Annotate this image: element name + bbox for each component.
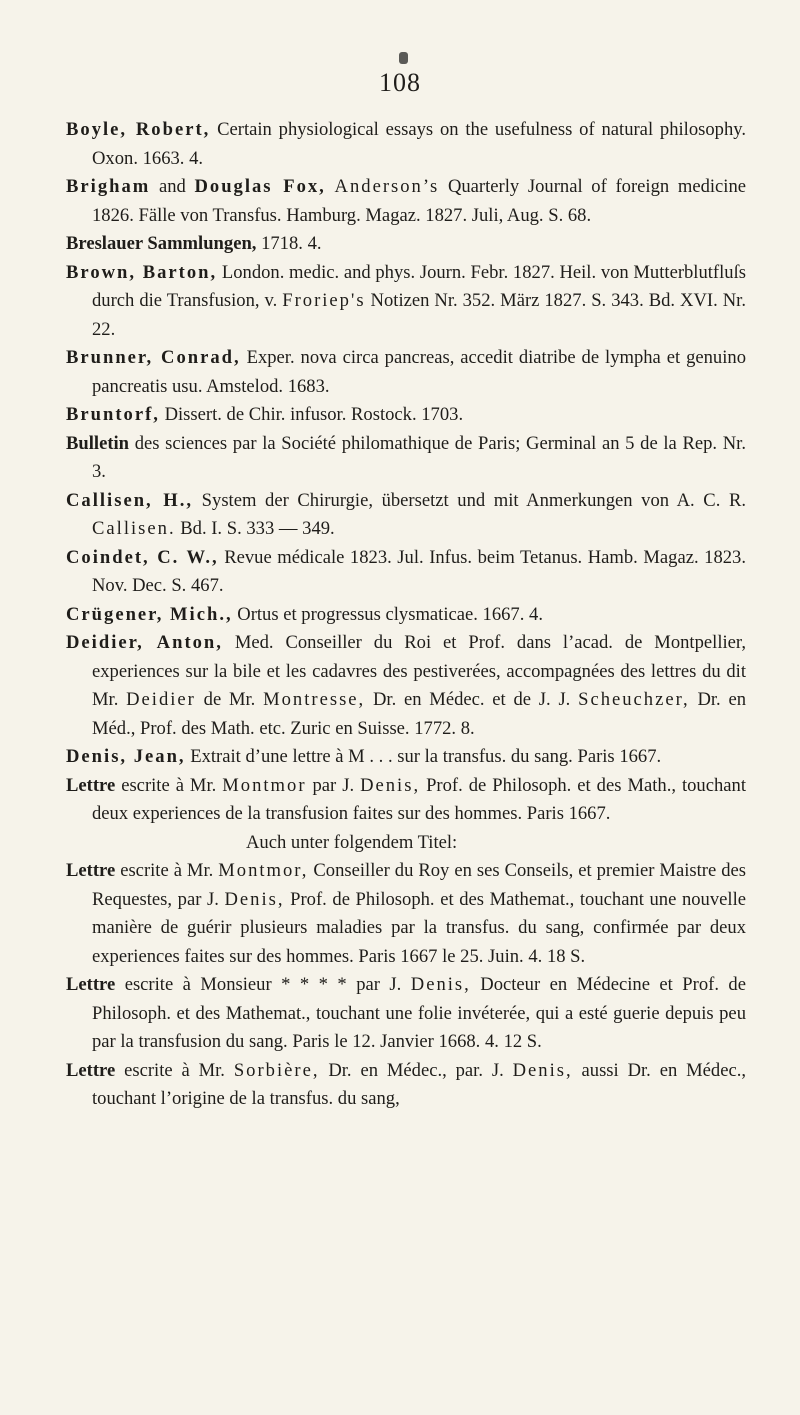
bibliography-entry [66, 344, 746, 401]
entry-text: par J. [306, 774, 361, 796]
entry-text: 1718. 4. [256, 233, 322, 254]
bibliography-entry [66, 544, 746, 601]
entry-text: Prof. de Philosoph. et des Mathemat., touchant une nouvelle manière de guérir plusieurs maladies par la transfus. du sang, confirmée par deux experiences faites sur des hommes. Paris 1667 le 25. Juin. 4. 18 S. [92, 888, 746, 967]
author-name: Anderson’s [334, 176, 440, 197]
entry-text: Docteur en Médecine et Prof. de Philosoph. et des Mathemat., touchant une folie invéterée, qui a esté guerie depuis peu par la transfusion du sang. Paris le 12. Janvier 1668. 4. 12 S. [92, 974, 746, 1052]
entry-text: Dissert. de Chir. infusor. Rostock. 1703. [159, 404, 464, 425]
entry-text: Conseiller du Roy en ses Conseils, et premier Maistre des Requestes, par J. [92, 860, 746, 910]
author-name: Coindet, C. W., [66, 546, 219, 568]
entry-text: Bd. I. S. 333 — 349. [175, 518, 335, 539]
bibliography-entry [66, 259, 746, 345]
entry-text: Med. Conseiller du Roi et Prof. dans l’acad. de Montpellier, experiences sur la bile et les cadavres des pestiverées, accompagnées des lettres du dit Mr. [92, 632, 746, 710]
entry-text: escrite à Mr. [115, 774, 223, 796]
author-name: Froriep's [282, 290, 366, 311]
page-number: 108 [379, 68, 421, 97]
entry-text: aussi Dr. en Médec., touchant l’origine de la transfus. du sang, [92, 1059, 746, 1109]
author-name: Denis, [224, 888, 285, 910]
entry-text: London. medic. and phys. Journ. Febr. 1827. Heil. von Mutterblutfluſs durch die Transfusion, v. [92, 261, 746, 311]
entry-text [326, 176, 335, 197]
author-name: Brunner, Conrad, [66, 347, 241, 368]
bibliography-entry [66, 487, 746, 544]
author-name: Brigham [66, 176, 151, 197]
entry-text: de Mr. [195, 689, 264, 710]
author-name: Bruntorf, [66, 404, 160, 425]
author-name: Montresse, [263, 689, 366, 710]
entry-text: Dr. en Médec., par. J. [319, 1059, 513, 1081]
entry-text: des sciences par la Société philomathique de Paris; Germinal an 5 de la Rep. Nr. 3. [92, 432, 746, 482]
author-name: Deidier, Anton, [66, 632, 223, 653]
author-name: Denis, [360, 774, 421, 796]
author-name: Deidier [126, 689, 196, 710]
bibliography-entry [66, 857, 746, 971]
entry-text: Certain physiological essays on the usefulness of natural philosophy. Oxon. 1663. 4. [92, 119, 747, 169]
author-name: Lettre [66, 974, 116, 995]
entry-text: Notizen Nr. 352. März 1827. S. 343. Bd. XVI. Nr. 22. [92, 290, 746, 340]
entry-text: Ortus et progressus clysmaticae. 1667. 4. [232, 603, 543, 625]
bibliography-entry [66, 116, 746, 173]
author-name: Denis, [512, 1059, 573, 1081]
bibliography-entry [66, 173, 746, 230]
author-name: Breslauer Sammlungen, [66, 233, 257, 254]
bibliography-entry [66, 401, 746, 430]
author-name: Sorbière, [233, 1059, 320, 1081]
entry-text: Revue médicale 1823. Jul. Infus. beim Tetanus. Hamb. Magaz. 1823. Nov. Dec. S. 467. [92, 546, 746, 596]
author-name: Callisen. [92, 518, 176, 539]
entry-text: escrite à Mr. [115, 1059, 234, 1081]
author-name: Bulletin [66, 432, 130, 454]
entry-text: Exper. nova circa pancreas, accedit diatribe de lympha et genuino pancreatis usu. Amstelod. 1683. [92, 347, 746, 397]
entry-text: escrite à Mr. [115, 860, 219, 881]
bibliography-list [66, 116, 746, 1114]
author-name: Scheuchzer, [578, 689, 690, 710]
author-name: Callisen, H., [66, 489, 194, 511]
page-mark [399, 52, 408, 64]
bibliography-entry [66, 230, 746, 259]
author-name: Lettre [66, 774, 116, 796]
entry-text: escrite à Monsieur * * * * par J. [115, 974, 411, 995]
author-name: Denis, Jean, [66, 746, 186, 767]
bibliography-entry [66, 1057, 746, 1114]
author-name: Montmor, [218, 860, 309, 881]
author-name: Crügener, Mich., [66, 603, 233, 625]
bibliography-entry [66, 971, 746, 1057]
author-name: Boyle, Robert, [66, 119, 211, 140]
author-name: Montmor [222, 774, 307, 796]
entry-text: Prof. de Philosoph. et des Math., touchant deux experiences de la transfusion faites sur des hommes. Paris 1667. [92, 774, 746, 824]
bibliography-entry [66, 430, 746, 487]
entry-text: Dr. en Médec. et de J. J. [365, 689, 579, 710]
entry-text: Dr. en Méd., Prof. des Math. etc. Zuric en Suisse. 1772. 8. [92, 689, 747, 739]
entry-text: System der Chirurgie, übersetzt und mit Anmerkungen von A. C. R. [193, 489, 747, 511]
bibliography-entry [66, 743, 746, 772]
author-name: Douglas Fox, [194, 176, 326, 197]
entry-text: Quarterly Journal of foreign medicine 1826. Fälle von Transfus. Hamburg. Magaz. 1827. Juli, Aug. S. 68. [92, 176, 747, 226]
bibliography-entry [66, 629, 746, 743]
author-name: Denis, [410, 974, 471, 995]
author-name: Lettre [66, 860, 116, 881]
bibliography-entry [66, 601, 746, 630]
bibliography-entry [66, 772, 746, 829]
author-name: Lettre [66, 1059, 116, 1081]
entry-text: Extrait d’une lettre à M . . . sur la transfus. du sang. Paris 1667. [185, 746, 662, 767]
author-name: Brown, Barton, [66, 261, 218, 283]
alternate-title-note: Auch unter folgendem Titel: [246, 831, 458, 853]
entry-text: and [150, 176, 195, 197]
